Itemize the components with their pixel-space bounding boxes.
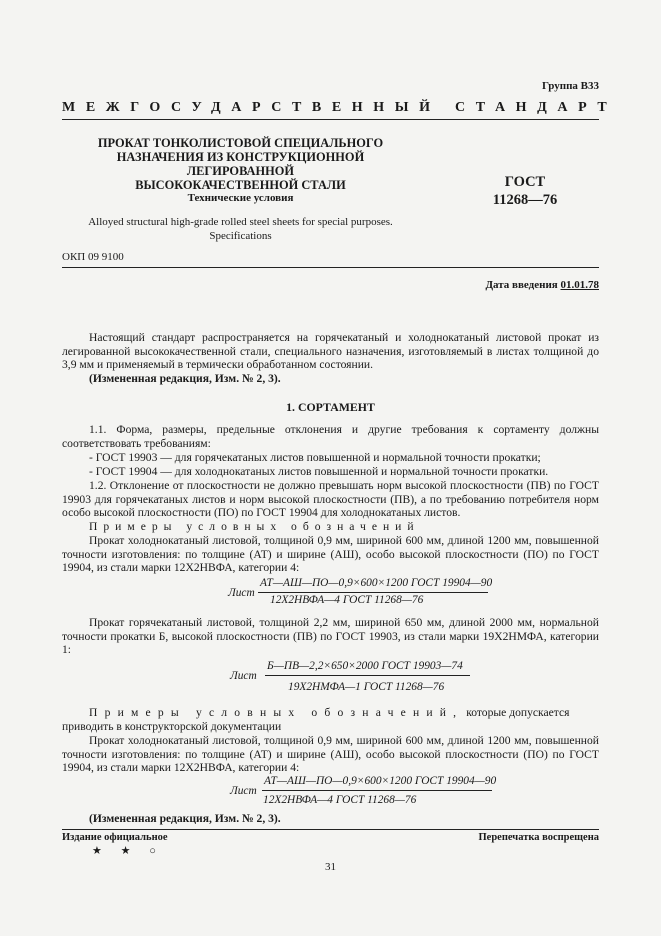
- section-heading: 1. СОРТАМЕНТ: [286, 400, 375, 414]
- effective-date: Дата введения 01.01.78: [485, 279, 599, 291]
- header-rule: [62, 119, 599, 120]
- example-3-text: Прокат холоднокатаный листовой, толщиной 0,9 мм, шириной 600 мм, длиной 1200 мм, повышенной точности изготовления: по толщине (АТ) и ширине (АШ), особо высокой плоскостности (ПО) по ГОСТ 19904, из стали марки 12Х2НВФА, категории 4:: [62, 734, 599, 775]
- clause-1-2: 1.2. Отклонение от плоскостности не должно превышать норм высокой плоскостности (ПВ) по ГОСТ 19903 для горячекатаных листов и норм высокой плоскостности (ПВ), а по требованию потребителя норм особо высокой плоскостности (ПО) по ГОСТ 19904 для холоднокатаных листов.: [62, 479, 599, 520]
- clause-1-1: 1.1. Форма, размеры, предельные отклонения и другие требования к сортаменту должны соответствовать требованиям:: [62, 423, 599, 450]
- document-title: ПРОКАТ ТОНКОЛИСТОВОЙ СПЕЦИАЛЬНОГО НАЗНАЧЕНИЯ ИЗ КОНСТРУКЦИОННОЙ ЛЕГИРОВАННОЙ ВЫСОКОКАЧЕСТВЕННОЙ СТАЛИ: [97, 136, 384, 192]
- examples-2-heading: Примеры условных обозначений, которые допускается приводить в конструкторской документации: [62, 706, 570, 733]
- english-title: Alloyed structural high-grade rolled steel sheets for special purposes. Specifications: [88, 216, 393, 242]
- document-subtitle: Технические условия: [187, 192, 294, 204]
- document-page: Группа В33 МЕЖГОСУДАРСТВЕННЫЙ СТАНДАРТ ПРОКАТ ТОНКОЛИСТОВОЙ СПЕЦИАЛЬНОГО НАЗНАЧЕНИЯ ИЗ КОНСТРУКЦИОННОЙ ЛЕГИРОВАННОЙ ВЫСОКОКАЧЕСТВЕННОЙ СТАЛИ Технические условия Alloyed structural high-grade rolled steel sheets for special purposes. Specifications ГОСТ 11268—76 ОКП 09 9100 Дата введения 01.01.78 Настоящий стандарт распространяется на горячекатаный и холоднокатаный листовой прокат из легированной высококачественной стали, специального назначения, изготовляемый в листах толщиной до 3,9 мм и применяемый в термически обработанном состоянии. (Измененная редакция, Изм. № 2, 3). 1. СОРТАМЕНТ 1.1. Форма, размеры, предельные отклонения и другие требования к сортаменту должны соответствовать требованиям: - ГОСТ 19903 — для горячекатаных листов повышенной и нормальной точности прокатки; - ГОСТ 19904 — для холоднокатаных листов повышенной и нормальной точности прокатки. 1.2. Отклонение от плоскостности не должно превышать норм высокой плоскостности (ПВ) по ГОСТ 19903 для горячекатаных листов и норм высокой плоскостности (ПВ), а по требованию потребителя норм особо высокой плоскостности (ПО) по ГОСТ 19904 для холоднокатаных листов. Примеры условных обозначений Прокат холоднокатаный листовой, толщиной 0,9 мм, шириной 600 мм, длиной 1200 мм, повышенной точности изготовления: по толщине (АТ) и ширине (АШ), особо высокой плоскостности (ПО) по ГОСТ 19904, из стали марки 12Х2НВФА, категории 4: Лист АТ—АШ—ПО—0,9×600×1200 ГОСТ 19904—90 12Х2НВФА—4 ГОСТ 11268—76 Прокат горячекатаный листовой, толщиной 2,2 мм, шириной 650 мм, длиной 2000 мм, нормальной точности прокатки Б, высокой плоскостности (ПВ) по ГОСТ 19903, из стали марки 19Х2НМФА, категории 1: Лист Б—ПВ—2,2×650×2000 ГОСТ 19903—74 19Х2НМФА—1 ГОСТ 11268—76 Примеры условных обозначений, которые допускается приводить в конструкторской документации Прокат холоднокатаный листовой, толщиной 0,9 мм, шириной 600 мм, длиной 1200 мм, повышенной точности изготовления: по толщине (АТ) и ширине (АШ), особо высокой плоскостности (ПО) по ГОСТ 19904, из стали марки 12Х2НВФА, категории 4: Лист АТ—АШ—ПО—0,9×600×1200 ГОСТ 19904—90 12Х2НВФА—4 ГОСТ 11268—76 (Измененная редакция, Изм. № 2, 3). Издание официальное Перепечатка воспрещена ★ ★ ○ 31: [0, 0, 661, 936]
- intro-paragraph: Настоящий стандарт распространяется на горячекатаный и холоднокатаный листовой прокат из легированной высококачественной стали, специального назначения, изготовляемый в листах толщиной до 3,9 мм и применяемый в термически обработанном состоянии.: [62, 331, 599, 372]
- examples-heading: Примеры условных обозначений: [89, 520, 420, 533]
- standard-type-right: СТАНДАРТ: [455, 100, 618, 115]
- reprint-notice: Перепечатка воспрещена: [478, 832, 599, 843]
- gost-designation: ГОСТ 11268—76: [492, 174, 558, 208]
- list-item: - ГОСТ 19903 — для горячекатаных листов повышенной и нормальной точности прокатки;: [89, 451, 541, 464]
- example-1-text: Прокат холоднокатаный листовой, толщиной 0,9 мм, шириной 600 мм, длиной 1200 мм, повышенной точности изготовления: по толщине (АТ) и ширине (АШ), особо высокой плоскостности (ПО) по ГОСТ 19904, из стали марки 12Х2НВФА, категории 4:: [62, 534, 599, 575]
- list-item: - ГОСТ 19904 — для холоднокатаных листов повышенной и нормальной точности прокатки.: [89, 465, 549, 478]
- okp-code: ОКП 09 9100: [62, 251, 124, 263]
- okp-rule: [62, 267, 599, 268]
- edition-marks: ★ ★ ○: [92, 845, 164, 857]
- group-code: Группа В33: [541, 80, 599, 92]
- example-2-text: Прокат горячекатаный листовой, толщиной 2,2 мм, шириной 650 мм, длиной 2000 мм, нормальной точности прокатки Б, высокой плоскостности (ПВ) по ГОСТ 19903, из стали марки 19Х2НМФА, категории 1:: [62, 616, 599, 657]
- page-number: 31: [325, 861, 336, 873]
- official-edition: Издание официальное: [62, 832, 168, 843]
- footer-rule: [62, 829, 599, 830]
- standard-type-left: МЕЖГОСУДАРСТВЕННЫЙ: [62, 100, 441, 115]
- revision-note: (Измененная редакция, Изм. № 2, 3).: [89, 372, 281, 385]
- revision-note: (Измененная редакция, Изм. № 2, 3).: [89, 812, 281, 825]
